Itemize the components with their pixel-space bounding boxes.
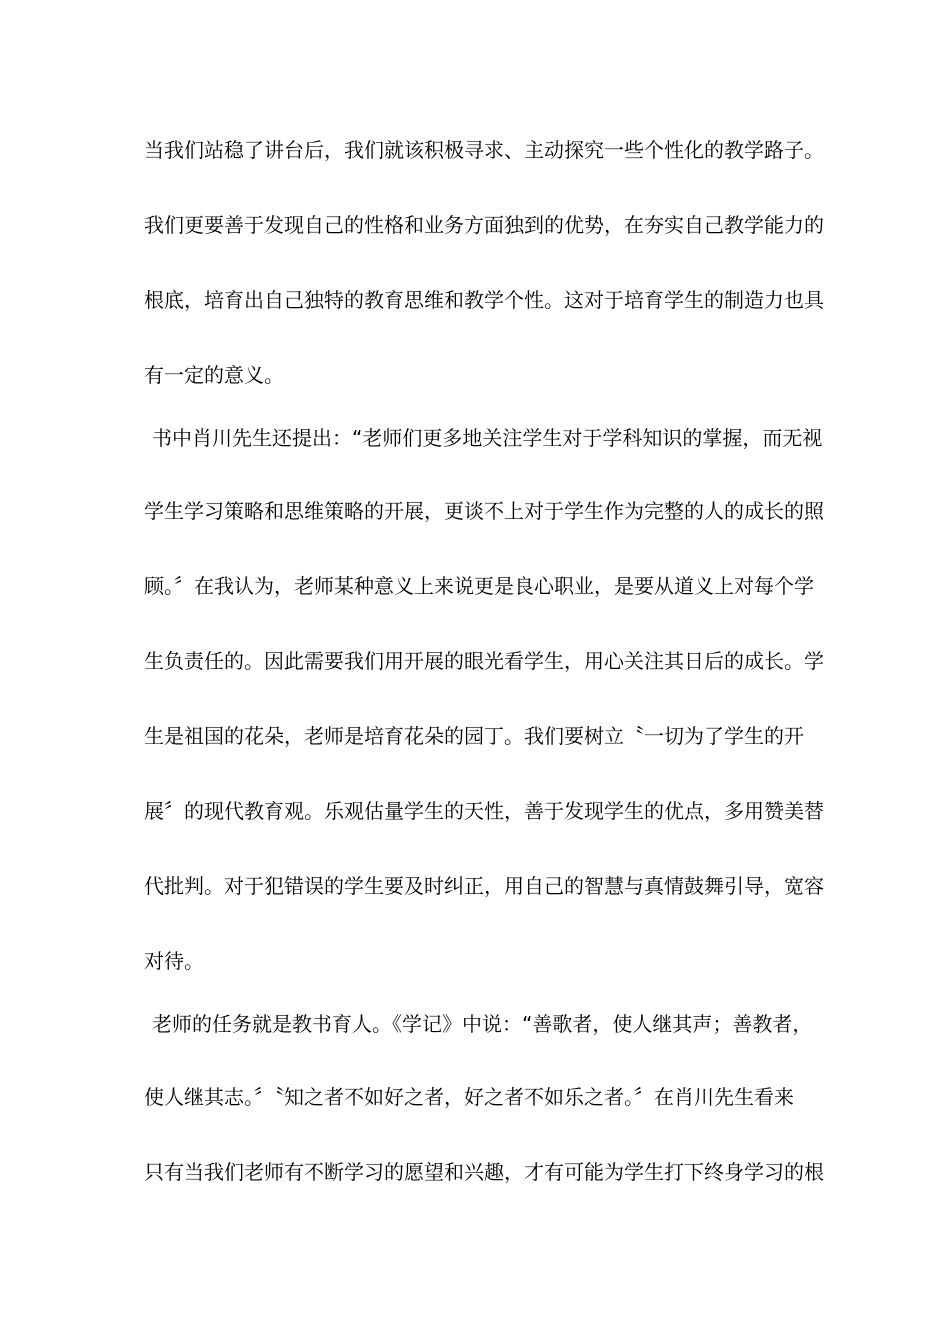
text-line: 展〞的现代教育观。乐观估量学生的天性，善于发现学生的优点，多用赞美替 — [144, 799, 824, 823]
text-line: 生是祖国的花朵，老师是培育花朵的园丁。我们要树立〝一切为了学生的开 — [144, 724, 804, 748]
text-line: 生负责任的。因此需要我们用开展的眼光看学生，用心关注其日后的成长。学 — [144, 649, 824, 673]
text-line: 我们更要善于发现自己的性格和业务方面独到的优势，在夯实自己教学能力的 — [144, 213, 824, 237]
text-line: 代批判。对于犯错误的学生要及时纠正，用自己的智慧与真情鼓舞引导，宽容 — [144, 874, 824, 898]
text-line: 有一定的意义。 — [144, 363, 284, 387]
text-line: 使人继其志。〞〝知之者不如好之者，好之者不如乐之者。〞在肖川先生看来 — [144, 1085, 794, 1109]
text-line: 只有当我们老师有不断学习的愿望和兴趣，才有可能为学生打下终身学习的根 — [144, 1160, 824, 1184]
text-line: 对待。 — [144, 949, 204, 973]
text-line: 当我们站稳了讲台后，我们就该积极寻求、主动探究一些个性化的教学路子。 — [144, 138, 824, 162]
text-line: 老师的任务就是教书育人。《学记》中说：“善歌者，使人继其声；善教者， — [152, 1012, 813, 1036]
text-line: 根底，培育出自己独特的教育思维和教学个性。这对于培育学生的制造力也具 — [144, 288, 824, 312]
text-line: 学生学习策略和思维策略的开展，更谈不上对于学生作为完整的人的成长的照 — [144, 499, 824, 523]
text-line: 书中肖川先生还提出：“老师们更多地关注学生对于学科知识的掌握，而无视 — [152, 426, 823, 450]
text-line: 顾。〞在我认为，老师某种意义上来说更是良心职业，是要从道义上对每个学 — [144, 574, 814, 598]
